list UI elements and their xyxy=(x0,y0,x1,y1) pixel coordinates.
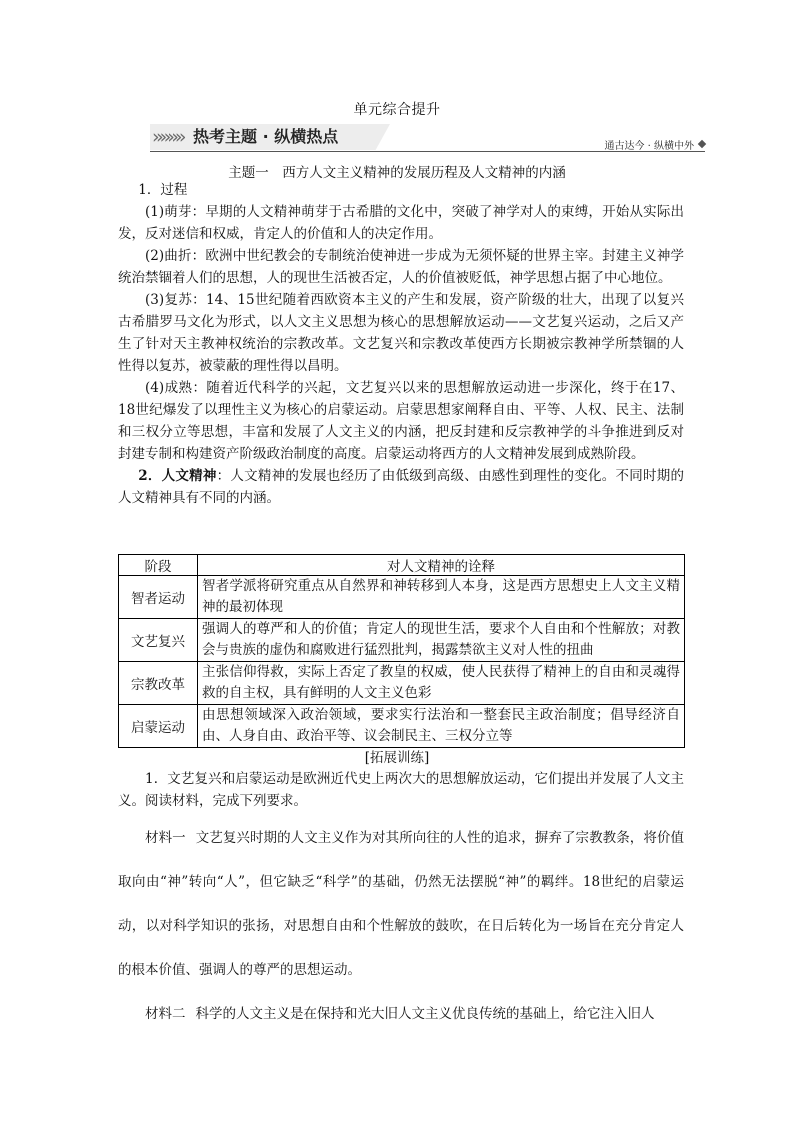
interpretation-cell: 由思想领域深入政治领域，要求实行法治和一整套民主政治制度；倡导经济自由、人身自由、政治平等、议会制民主、三权分立等 xyxy=(198,705,685,748)
material-1 xyxy=(118,816,684,992)
chevron-right-icon: »»»» xyxy=(152,126,183,148)
extension-label: [拓展训练] xyxy=(364,750,430,766)
stage-cell: 宗教改革 xyxy=(119,662,198,705)
material-label: 材料二 xyxy=(145,1006,186,1022)
paragraph-maturity: (4)成熟：随着近代科学的兴起，文艺复兴以来的思想解放运动进一步深化，终于在17、18世纪爆发了以理性主义为核心的启蒙运动。启蒙思想家阐释自由、平等、人权、民主、法制和三权分立等思想，丰富和发展了人文主义的内涵，把反封建和反宗教神学的斗争推进到反对封建专制和构建资产阶级政治制度的高度。启蒙运动将西方的人文精神发展到成熟阶段。 xyxy=(118,380,684,462)
diamond-icon xyxy=(698,140,706,148)
section-heading: 1．过程 xyxy=(138,182,188,198)
stage-cell: 文艺复兴 xyxy=(119,619,198,662)
table-row xyxy=(119,705,685,748)
humanism-paragraph xyxy=(118,465,684,509)
paragraph-sprout: (1)萌芽：早期的人文精神萌芽于古希腊的文化中，突破了神学对人的束缚，开始从实际出发，反对迷信和权威，肯定人的价值和人的决定作用。 xyxy=(118,204,684,242)
table-row xyxy=(119,576,685,619)
stage-cell: 智者运动 xyxy=(119,576,198,619)
table-header-interpretation: 对人文精神的诠释 xyxy=(198,555,685,576)
humanism-table xyxy=(118,554,685,748)
interpretation-cell: 强调人的尊严和人的价值；肯定人的现世生活，要求个人自由和个性解放；对教会与贵族的虚伪和腐败进行猛烈批判，揭露禁欲主义对人性的扭曲 xyxy=(198,619,685,662)
materials xyxy=(118,816,684,1036)
banner-title: 热考主题 · 纵横热点 xyxy=(193,127,339,146)
banner-tagline: 通古达今 · 纵横中外 xyxy=(604,141,694,152)
table-row xyxy=(119,619,685,662)
material-2 xyxy=(118,992,684,1036)
topic-title: 主题一 西方人文主义精神的发展历程及人文精神的内涵 xyxy=(228,165,566,181)
section-heading: 2．人文精神 xyxy=(138,468,217,484)
table-row xyxy=(119,662,685,705)
table-header-stage: 阶段 xyxy=(119,555,198,576)
table-header-row xyxy=(119,555,685,576)
humanism-text: ：人文精神的发展也经历了由低级到高级、由感性到理性的变化。不同时期的人文精神具有不同的内涵。 xyxy=(118,468,685,506)
paragraph-revival: (3)复苏：14、15世纪随着西欧资本主义的产生和发展，资产阶级的壮大，出现了以复兴古希腊罗马文化为形式，以人文主义思想为核心的思想解放运动——文艺复兴运动，之后又产生了针对天主教神权统治的宗教改革。文艺复兴和宗教改革使西方长期被宗教神学所禁锢的人性得以复苏，被蒙蔽的理性得以昌明。 xyxy=(118,292,684,374)
process-section xyxy=(118,179,684,509)
material-label: 材料一 xyxy=(145,830,186,846)
question-text: 1．文艺复兴和启蒙运动是欧洲近代史上两次大的思想解放运动，它们提出并发展了人文主义。阅读材料，完成下列要求。 xyxy=(118,771,684,809)
question-1 xyxy=(118,768,684,812)
interpretation-cell: 主张信仰得救，实际上否定了教皇的权威，使人民获得了精神上的自由和灵魂得救的自主权，具有鲜明的人文主义色彩 xyxy=(198,662,685,705)
paragraph-setback: (2)曲折：欧洲中世纪教会的专制统治使神进一步成为无须怀疑的世界主宰。封建主义神学统治禁锢着人们的思想，人的现世生活被否定，人的价值被贬低，神学思想占据了中心地位。 xyxy=(118,248,684,286)
material-text: 科学的人文主义是在保持和光大旧人文主义优良传统的基础上，给它注入旧人 xyxy=(195,1006,655,1022)
interpretation-cell: 智者学派将研究重点从自然界和神转移到人本身，这是西方思想史上人文主义精神的最初体现 xyxy=(198,576,685,619)
material-text: 文艺复兴时期的人文主义作为对其所向往的人性的追求，摒弃了宗教教条，将价值取向由“神”转向“人”，但它缺乏“科学”的基础，仍然无法摆脱“神”的羁绊。18世纪的启蒙运动，以对科学知识的张扬，对思想自由和个性解放的鼓吹，在日后转化为一场旨在充分肯定人的根本价值、强调人的尊严的思想运动。 xyxy=(118,830,685,978)
page-title: 单元综合提升 xyxy=(353,102,441,118)
stage-cell: 启蒙运动 xyxy=(119,705,198,748)
